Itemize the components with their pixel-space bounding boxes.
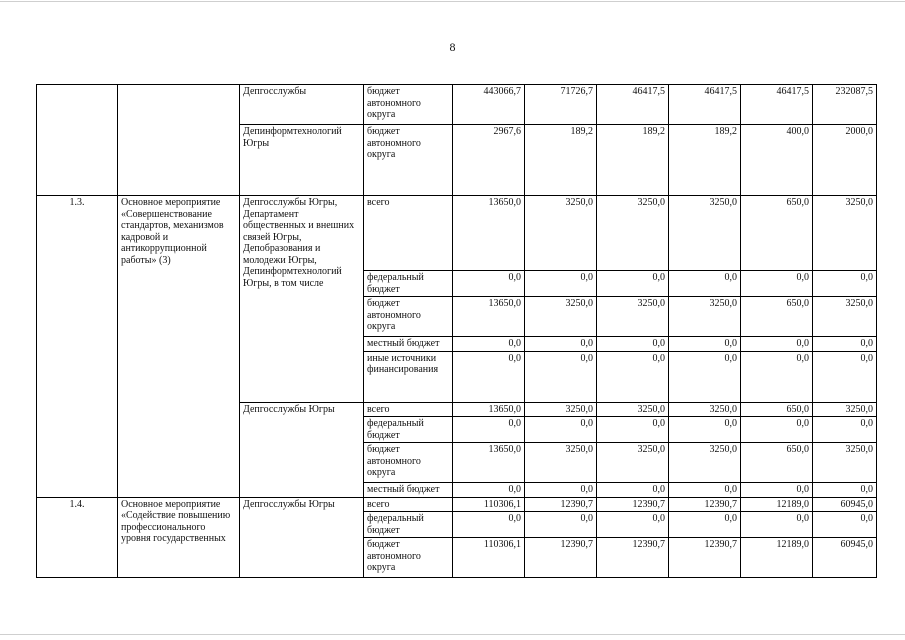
code-cell [37, 85, 118, 196]
table-row [37, 85, 877, 125]
value-cell: 0,0 [669, 512, 741, 538]
value-cell: 0,0 [669, 337, 741, 352]
value-cell: 3250,0 [669, 196, 741, 271]
value-cell: 3250,0 [525, 443, 597, 483]
measure-cell [118, 85, 240, 196]
value-cell: 3250,0 [597, 196, 669, 271]
budget-table [36, 84, 877, 578]
value-cell: 650,0 [741, 297, 813, 337]
value-cell: 110306,1 [453, 497, 525, 512]
value-cell: 0,0 [669, 271, 741, 297]
value-cell: 3250,0 [525, 297, 597, 337]
value-cell: 3250,0 [597, 443, 669, 483]
source-cell: местный бюджет [364, 337, 453, 352]
value-cell: 12390,7 [669, 538, 741, 578]
value-cell: 13650,0 [453, 443, 525, 483]
value-cell: 189,2 [669, 125, 741, 196]
value-cell: 0,0 [669, 417, 741, 443]
value-cell: 0,0 [597, 512, 669, 538]
value-cell: 0,0 [813, 351, 877, 402]
source-cell: бюджет автономного округа [364, 297, 453, 337]
value-cell: 71726,7 [525, 85, 597, 125]
value-cell: 12189,0 [741, 538, 813, 578]
value-cell: 3250,0 [669, 443, 741, 483]
value-cell: 46417,5 [669, 85, 741, 125]
value-cell: 0,0 [525, 512, 597, 538]
value-cell: 12189,0 [741, 497, 813, 512]
value-cell: 650,0 [741, 443, 813, 483]
source-cell: иные источники финансирования [364, 351, 453, 402]
source-cell: федеральный бюджет [364, 417, 453, 443]
value-cell: 3250,0 [669, 297, 741, 337]
value-cell: 0,0 [597, 351, 669, 402]
value-cell: 0,0 [453, 271, 525, 297]
scan-edge-bottom [0, 634, 905, 635]
source-cell: бюджет автономного округа [364, 125, 453, 196]
value-cell: 0,0 [525, 417, 597, 443]
value-cell: 0,0 [741, 271, 813, 297]
source-cell: бюджет автономного округа [364, 85, 453, 125]
value-cell: 0,0 [525, 337, 597, 352]
value-cell: 13650,0 [453, 196, 525, 271]
value-cell: 0,0 [597, 271, 669, 297]
value-cell: 3250,0 [813, 297, 877, 337]
source-cell: федеральный бюджет [364, 271, 453, 297]
value-cell: 0,0 [741, 417, 813, 443]
value-cell: 46417,5 [597, 85, 669, 125]
executor-cell: Депгосслужбы [240, 85, 364, 125]
value-cell: 0,0 [741, 337, 813, 352]
value-cell: 0,0 [813, 512, 877, 538]
value-cell: 3250,0 [813, 196, 877, 271]
value-cell: 2000,0 [813, 125, 877, 196]
scan-edge-top [0, 1, 905, 2]
value-cell: 60945,0 [813, 538, 877, 578]
value-cell: 0,0 [525, 271, 597, 297]
value-cell: 189,2 [525, 125, 597, 196]
value-cell: 0,0 [453, 417, 525, 443]
source-cell: бюджет автономного округа [364, 538, 453, 578]
value-cell: 0,0 [813, 271, 877, 297]
source-cell: бюджет автономного округа [364, 443, 453, 483]
value-cell: 0,0 [525, 483, 597, 498]
value-cell: 13650,0 [453, 402, 525, 417]
value-cell: 0,0 [525, 351, 597, 402]
value-cell: 0,0 [813, 417, 877, 443]
value-cell: 0,0 [669, 483, 741, 498]
value-cell: 0,0 [597, 337, 669, 352]
value-cell: 3250,0 [813, 402, 877, 417]
value-cell: 0,0 [453, 512, 525, 538]
value-cell: 0,0 [597, 483, 669, 498]
value-cell: 0,0 [669, 351, 741, 402]
value-cell: 12390,7 [669, 497, 741, 512]
value-cell: 0,0 [741, 351, 813, 402]
measure-cell: Основное мероприятие «Содействие повышению профессионального уровня государственных [118, 497, 240, 578]
executor-cell: Депгосслужбы Югры, Департамент общественных и внешних связей Югры, Депобразования и молодежи Югры, Депинформтехнологий Югры, в том числе [240, 196, 364, 403]
page-number: 8 [449, 40, 456, 54]
value-cell: 650,0 [741, 196, 813, 271]
value-cell: 3250,0 [525, 196, 597, 271]
value-cell: 12390,7 [525, 497, 597, 512]
value-cell: 3250,0 [813, 443, 877, 483]
table-row [37, 196, 877, 271]
measure-cell: Основное мероприятие «Совершенствование стандартов, механизмов кадровой и антикоррупционной работы» (3) [118, 196, 240, 498]
code-cell: 1.3. [37, 196, 118, 498]
value-cell: 0,0 [741, 512, 813, 538]
value-cell: 3250,0 [525, 402, 597, 417]
value-cell: 0,0 [597, 417, 669, 443]
value-cell: 0,0 [741, 483, 813, 498]
source-cell: всего [364, 497, 453, 512]
value-cell: 400,0 [741, 125, 813, 196]
table-row [37, 497, 877, 512]
value-cell: 46417,5 [741, 85, 813, 125]
value-cell: 0,0 [453, 483, 525, 498]
value-cell: 650,0 [741, 402, 813, 417]
value-cell: 0,0 [813, 337, 877, 352]
source-cell: федеральный бюджет [364, 512, 453, 538]
value-cell: 12390,7 [525, 538, 597, 578]
value-cell: 3250,0 [669, 402, 741, 417]
value-cell: 12390,7 [597, 497, 669, 512]
value-cell: 3250,0 [597, 297, 669, 337]
value-cell: 2967,6 [453, 125, 525, 196]
source-cell: местный бюджет [364, 483, 453, 498]
value-cell: 60945,0 [813, 497, 877, 512]
executor-cell: Депинформтехнологий Югры [240, 125, 364, 196]
value-cell: 3250,0 [597, 402, 669, 417]
value-cell: 12390,7 [597, 538, 669, 578]
value-cell: 0,0 [453, 351, 525, 402]
executor-cell: Депгосслужбы Югры [240, 497, 364, 578]
source-cell: всего [364, 402, 453, 417]
value-cell: 13650,0 [453, 297, 525, 337]
code-cell: 1.4. [37, 497, 118, 578]
value-cell: 232087,5 [813, 85, 877, 125]
source-cell: всего [364, 196, 453, 271]
value-cell: 110306,1 [453, 538, 525, 578]
value-cell: 0,0 [453, 337, 525, 352]
value-cell: 0,0 [813, 483, 877, 498]
value-cell: 443066,7 [453, 85, 525, 125]
value-cell: 189,2 [597, 125, 669, 196]
executor-cell: Депгосслужбы Югры [240, 402, 364, 497]
